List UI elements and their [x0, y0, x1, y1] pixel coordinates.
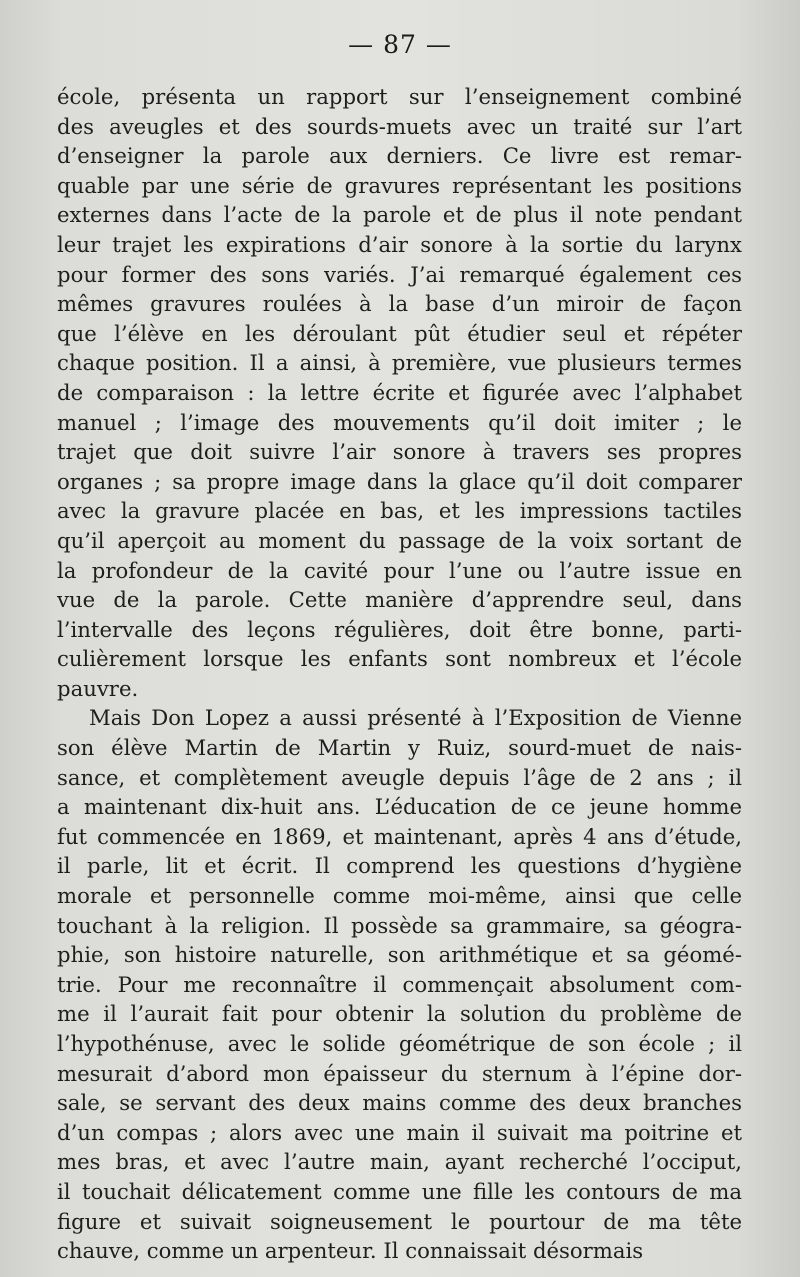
text-line: il touchait délicatement comme une fille les contours de ma — [57, 1178, 742, 1204]
text-line: mesurait d’abord mon épaisseur du sternum à l’épine dor- — [57, 1060, 742, 1086]
text-line: l’intervalle des leçons régulières, doit être bonne, parti- — [57, 616, 742, 642]
text-line: fut commencée en 1869, et maintenant, après 4 ans d’étude, — [57, 823, 742, 849]
text-line: chauve, comme un arpenteur. Il connaissait désormais — [57, 1238, 644, 1264]
text-line: leur trajet les expirations d’air sonore à la sortie du larynx — [57, 231, 742, 257]
text-line: me il l’aurait fait pour obtenir la solution du problème de — [57, 1001, 742, 1027]
text-line: école, présenta un rapport sur l’enseignement combiné — [57, 84, 742, 109]
text-line: trie. Pour me reconnaître il commençait absolument com- — [57, 971, 742, 997]
text-line: pour former des sons variés. J’ai remarqué également ces — [57, 261, 742, 287]
page-number: — 87 — — [348, 30, 452, 59]
text-line: Mais Don Lopez a aussi présenté à l’Exposition de Vienne — [89, 705, 742, 731]
text-line: d’enseigner la parole aux derniers. Ce livre est remar- — [57, 143, 742, 169]
text-line: mes bras, et avec l’autre main, ayant recherché l’occiput, — [57, 1149, 742, 1175]
text-line: a maintenant dix-huit ans. L’éducation de ce jeune homme — [57, 794, 742, 820]
text-line: morale et personnelle comme moi-même, ainsi que celle — [57, 883, 742, 909]
paragraph — [57, 82, 742, 703]
text-line: culièrement lorsque les enfants sont nombreux et l’école — [57, 646, 742, 672]
text-line: mêmes gravures roulées à la base d’un miroir de façon — [57, 291, 742, 317]
text-line: sance, et complètement aveugle depuis l’âge de 2 ans ; il — [57, 764, 742, 790]
text-line: vue de la parole. Cette manière d’apprendre seul, dans — [57, 587, 742, 613]
text-line: son élève Martin de Martin y Ruiz, sourd-muet de nais- — [57, 735, 742, 761]
text-line: manuel ; l’image des mouvements qu’il doit imiter ; le — [57, 409, 742, 435]
text-line: pauvre. — [57, 675, 139, 701]
text-line: de comparaison : la lettre écrite et figurée avec l’alphabet — [57, 379, 742, 405]
text-line: touchant à la religion. Il possède sa grammaire, sa géogra- — [57, 912, 742, 938]
text-line: organes ; sa propre image dans la glace qu’il doit comparer — [57, 468, 742, 494]
text-line: l’hypothénuse, avec le solide géométrique de son école ; il — [57, 1031, 742, 1056]
text-line: la profondeur de la cavité pour l’une ou l’autre issue en — [57, 557, 742, 583]
text-line: que l’élève en les déroulant pût étudier seul et répéter — [57, 320, 742, 346]
body-text — [57, 82, 742, 1266]
text-line: sale, se servant des deux mains comme des deux branches — [57, 1090, 742, 1116]
text-line: d’un compas ; alors avec une main il suivait ma poitrine et — [57, 1119, 742, 1145]
text-line: des aveugles et des sourds-muets avec un traité sur l’art — [57, 113, 742, 139]
text-line: qu’il aperçoit au moment du passage de la voix sortant de — [57, 527, 742, 553]
text-line: avec la gravure placée en bas, et les impressions tactiles — [57, 498, 742, 524]
text-line: chaque position. Il a ainsi, à première, vue plusieurs termes — [57, 350, 742, 376]
text-line: figure et suivait soigneusement le pourtour de ma tête — [57, 1208, 742, 1234]
paragraph — [57, 703, 742, 1265]
text-line: trajet que doit suivre l’air sonore à travers ses propres — [57, 439, 742, 465]
text-line: externes dans l’acte de la parole et de plus il note pendant — [57, 202, 742, 228]
text-line: phie, son histoire naturelle, son arithmétique et sa géomé- — [57, 942, 742, 968]
text-line: quable par une série de gravures représentant les positions — [57, 172, 742, 198]
text-line: il parle, lit et écrit. Il comprend les questions d’hygiène — [57, 853, 742, 879]
